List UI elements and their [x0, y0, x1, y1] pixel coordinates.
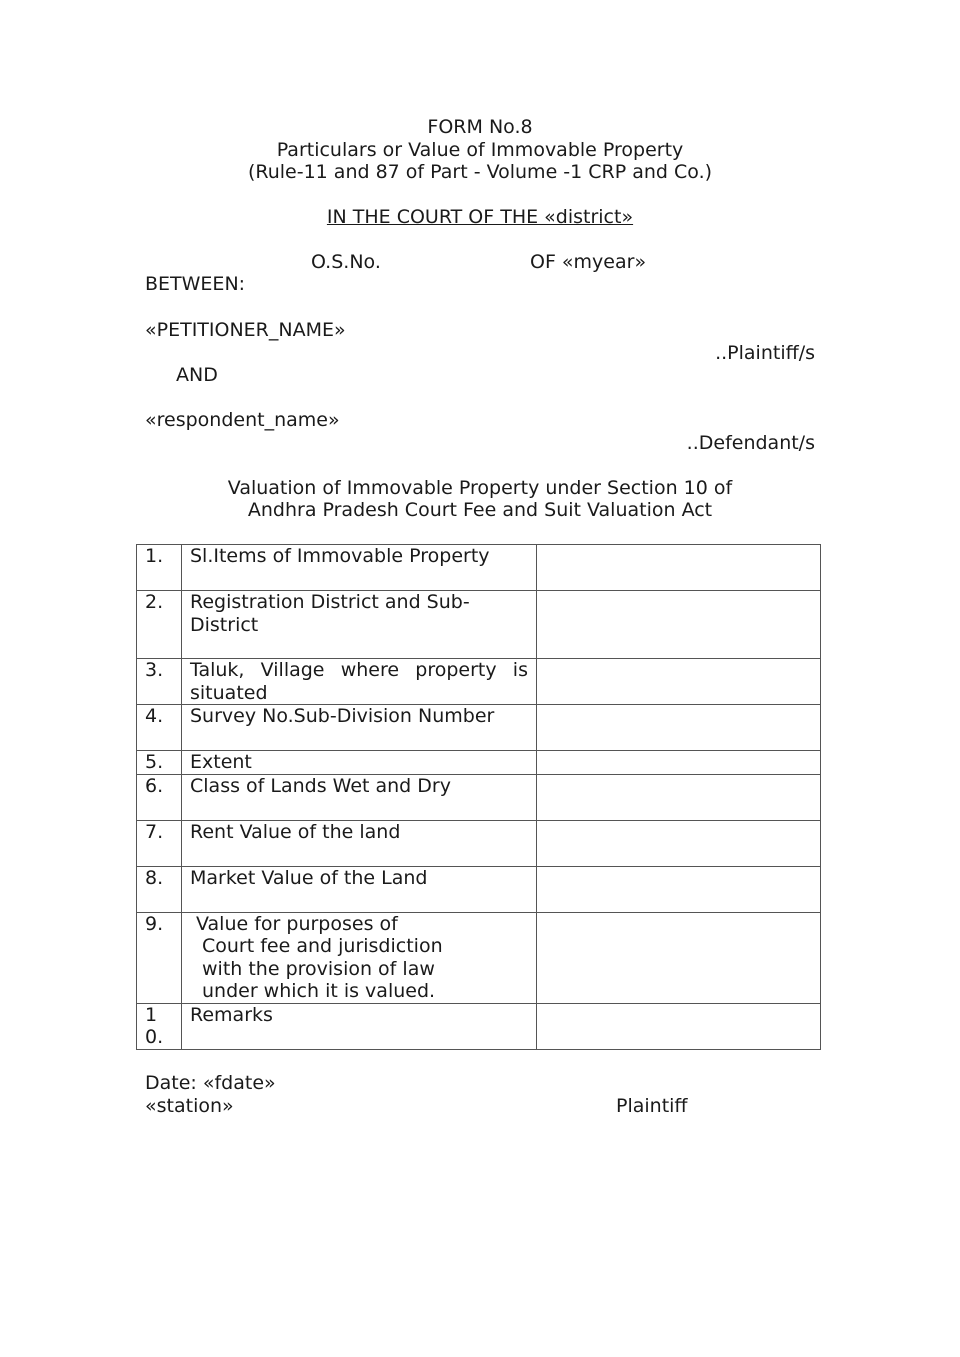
- valuation-heading-line2: Andhra Pradesh Court Fee and Suit Valuation Act: [247, 499, 713, 521]
- court-heading: IN THE COURT OF THE «district»: [326, 206, 634, 228]
- table-row: [137, 774, 821, 820]
- row-value: [537, 774, 821, 820]
- table-row: [137, 545, 821, 591]
- table-row: [137, 705, 821, 751]
- row-label: Registration District and Sub-District: [182, 591, 537, 659]
- row-label-line: with the provision of law: [202, 957, 435, 980]
- row-label-line: Court fee and jurisdiction: [202, 935, 443, 957]
- row-label: Remarks: [182, 1003, 537, 1049]
- row-label-line: under which it is valued.: [202, 980, 436, 1002]
- between-label: BETWEEN:: [145, 273, 246, 295]
- date-line: Date: «fdate»: [145, 1072, 276, 1094]
- table-row: [137, 912, 821, 1003]
- row-number: 5.: [137, 751, 182, 775]
- case-year: OF «myear»: [530, 251, 647, 273]
- form-number: FORM No.8: [427, 116, 533, 138]
- row-label: Class of Lands Wet and Dry: [182, 774, 537, 820]
- row-label-line: Value for purposes of: [196, 912, 398, 935]
- row-label: [182, 912, 537, 1003]
- table-row: [137, 659, 821, 705]
- property-particulars-table: [136, 544, 821, 1050]
- station-line: «station»: [145, 1095, 234, 1117]
- table-row: [137, 820, 821, 866]
- table-row: [137, 591, 821, 659]
- respondent-name: «respondent_name»: [145, 409, 340, 431]
- row-label: Sl.Items of Immovable Property: [182, 545, 537, 591]
- row-label: Taluk, Village where property is situated: [182, 659, 537, 705]
- row-number: 3.: [137, 659, 182, 705]
- row-number: 9.: [137, 912, 182, 1003]
- row-number: 8.: [137, 866, 182, 912]
- row-label: Extent: [182, 751, 537, 775]
- row-value: [537, 659, 821, 705]
- row-value: [537, 866, 821, 912]
- row-label: Survey No.Sub-Division Number: [182, 705, 537, 751]
- plaintiff-label: ..Plaintiff/s: [715, 342, 815, 364]
- row-value: [537, 705, 821, 751]
- petitioner-name: «PETITIONER_NAME»: [145, 319, 346, 341]
- row-number: 7.: [137, 820, 182, 866]
- row-number: 2.: [137, 591, 182, 659]
- row-label: Rent Value of the land: [182, 820, 537, 866]
- table-row: [137, 1003, 821, 1049]
- row-number: 1.: [137, 545, 182, 591]
- row-value: [537, 751, 821, 775]
- row-value: [537, 912, 821, 1003]
- table-row: [137, 751, 821, 775]
- row-value: [537, 545, 821, 591]
- row-number: 4.: [137, 705, 182, 751]
- row-value: [537, 1003, 821, 1049]
- form-rule-reference: (Rule-11 and 87 of Part - Volume -1 CRP and Co.): [247, 161, 713, 183]
- plaintiff-signature-label: Plaintiff: [616, 1095, 688, 1117]
- row-number: 10.: [137, 1003, 182, 1049]
- and-label: AND: [176, 364, 218, 386]
- valuation-heading-line1: Valuation of Immovable Property under Section 10 of: [227, 477, 733, 499]
- row-value: [537, 820, 821, 866]
- row-label: Market Value of the Land: [182, 866, 537, 912]
- os-number-label: O.S.No.: [311, 251, 381, 273]
- table-row: [137, 866, 821, 912]
- form-title: Particulars or Value of Immovable Property: [276, 139, 684, 161]
- row-number: 6.: [137, 774, 182, 820]
- row-value: [537, 591, 821, 659]
- defendant-label: ..Defendant/s: [686, 432, 815, 454]
